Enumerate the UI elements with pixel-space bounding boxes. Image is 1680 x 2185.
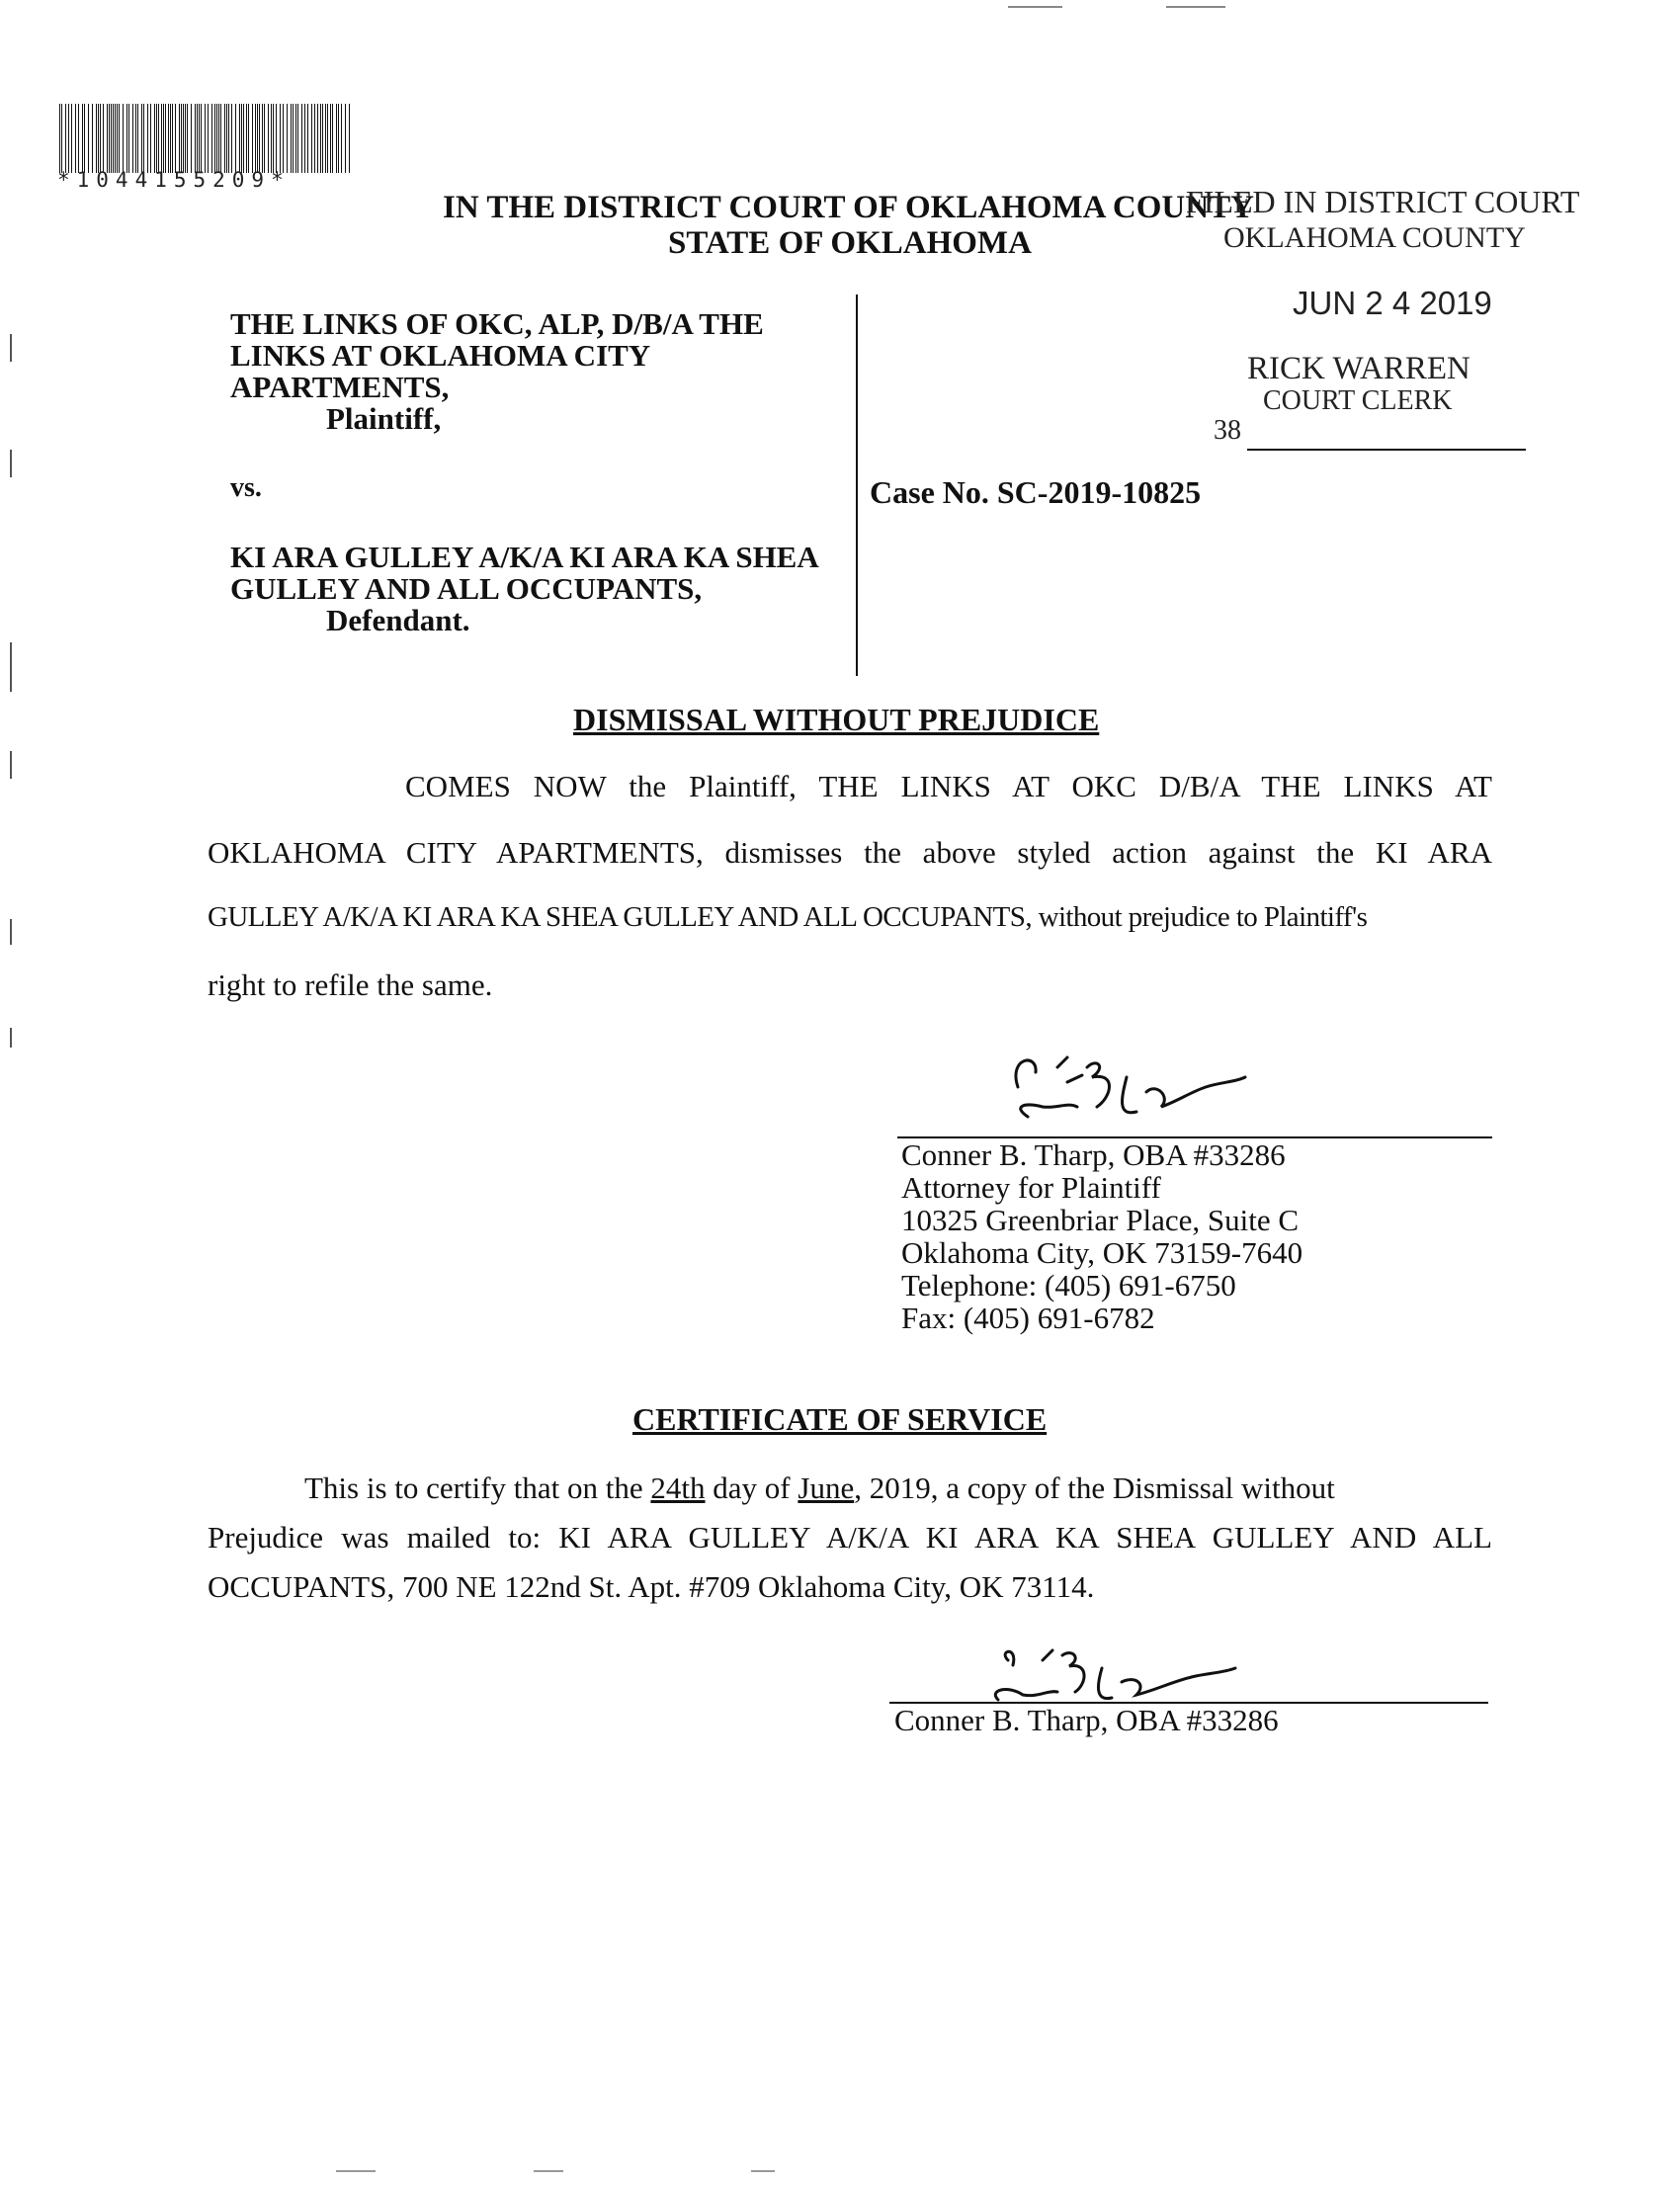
barcode-bar	[161, 104, 162, 173]
scan-mark	[10, 751, 12, 779]
attorney-address1: 10325 Greenbriar Place, Suite C	[901, 1203, 1300, 1237]
filed-stamp-line1: FILED IN DISTRICT COURT	[1186, 184, 1580, 219]
barcode-bar	[246, 104, 247, 173]
barcode-bar	[255, 104, 256, 173]
barcode-bar	[291, 104, 292, 173]
plaintiff-name-line3: APARTMENTS,	[230, 370, 450, 404]
barcode-bar	[137, 104, 138, 173]
attorney-address2: Oklahoma City, OK 73159-7640	[901, 1235, 1303, 1270]
barcode-bar	[226, 104, 227, 173]
barcode-bar	[141, 104, 142, 173]
scan-mark	[336, 2170, 376, 2172]
filed-stamp-line	[1247, 449, 1526, 451]
clerk-title: COURT CLERK	[1263, 385, 1453, 416]
barcode-bar	[128, 104, 129, 173]
attorney-phone: Telephone: (405) 691-6750	[901, 1268, 1236, 1303]
barcode-bar	[68, 104, 69, 173]
barcode-bar	[314, 104, 315, 173]
barcode-bar	[65, 104, 66, 173]
barcode-bar	[172, 104, 173, 173]
barcode-bar	[211, 104, 212, 173]
scan-mark	[1008, 6, 1062, 8]
barcode-bar	[235, 104, 236, 173]
barcode-bar	[295, 104, 296, 173]
barcode-bar	[231, 104, 232, 173]
scan-mark	[10, 919, 12, 945]
barcode-bar	[100, 104, 101, 173]
barcode-bar	[241, 104, 242, 173]
barcode-bar	[252, 104, 253, 173]
barcode-bar	[59, 104, 60, 173]
barcode-bar	[341, 104, 342, 173]
barcode-bar	[228, 104, 229, 173]
barcode-bar	[320, 104, 321, 173]
barcode-bar	[224, 104, 225, 173]
barcode-bar	[243, 104, 244, 173]
barcode-bar	[111, 104, 112, 173]
scan-mark	[1166, 6, 1225, 8]
barcode-bar	[71, 104, 72, 173]
barcode-bar	[179, 104, 180, 173]
attorney-signature	[998, 1048, 1295, 1136]
scan-mark	[751, 2170, 775, 2172]
plaintiff-name-line1: THE LINKS OF OKC, ALP, D/B/A THE	[230, 306, 764, 341]
barcode-bar	[92, 104, 93, 173]
defendant-name-line1: KI ARA GULLEY A/K/A KI ARA KA SHEA	[230, 540, 819, 574]
barcode-bar	[208, 104, 209, 173]
barcode-bar	[259, 104, 260, 173]
dismissal-line3: GULLEY A/K/A KI ARA KA SHEA GULLEY AND ALL OCCUPANTS, without prejudice to Plaintiff's	[208, 901, 1368, 933]
caption-divider	[856, 294, 858, 676]
plaintiff-name-line2: LINKS AT OKLAHOMA CITY	[230, 338, 651, 373]
barcode-bar	[170, 104, 171, 173]
attorney-fax: Fax: (405) 691-6782	[901, 1301, 1155, 1335]
barcode-bar	[107, 104, 108, 173]
barcode-bar	[325, 104, 326, 173]
court-state: STATE OF OKLAHOMA	[668, 225, 1032, 261]
barcode-bar	[75, 104, 76, 173]
barcode-bar	[123, 104, 124, 173]
barcode-bar	[158, 104, 159, 173]
barcode-bar	[84, 104, 85, 173]
court-name: IN THE DISTRICT COURT OF OKLAHOMA COUNTY	[443, 190, 1254, 225]
barcode-bar	[271, 104, 272, 173]
barcode-bar	[199, 104, 200, 173]
barcode-bar	[301, 104, 302, 173]
versus-label: vs.	[230, 472, 262, 503]
barcode-bar	[264, 104, 265, 173]
filed-stamp-date: JUN 2 4 2019	[1293, 285, 1492, 321]
plaintiff-role: Plaintiff,	[326, 401, 442, 436]
barcode-bar	[220, 104, 221, 173]
barcode-bar	[156, 104, 157, 173]
barcode-bar	[307, 104, 308, 173]
barcode-bar	[117, 104, 118, 173]
barcode-bar	[126, 104, 127, 173]
barcode-bar	[181, 104, 182, 173]
certificate-line3: OCCUPANTS, 700 NE 122nd St. Apt. #709 Oklahoma City, OK 73114.	[208, 1569, 1095, 1604]
barcode-bar	[205, 104, 206, 173]
barcode-bar	[96, 104, 97, 173]
barcode-bar	[191, 104, 192, 173]
scan-mark	[10, 1028, 12, 1048]
barcode-bar	[218, 104, 219, 173]
barcode-bar	[273, 104, 274, 173]
scan-mark	[10, 450, 12, 477]
barcode-bar	[214, 104, 215, 173]
barcode-bar	[195, 104, 196, 173]
certificate-signer: Conner B. Tharp, OBA #33286	[894, 1703, 1279, 1737]
barcode-bar	[349, 104, 350, 173]
barcode-bar	[154, 104, 155, 173]
barcode-bar	[322, 104, 323, 173]
barcode-bar	[297, 104, 298, 173]
certificate-title: CERTIFICATE OF SERVICE	[632, 1401, 1048, 1437]
barcode-bar	[280, 104, 281, 173]
barcode-bar	[185, 104, 186, 173]
barcode-bar	[345, 104, 346, 173]
clerk-name: RICK WARREN	[1247, 351, 1470, 386]
barcode-bar	[98, 104, 99, 173]
barcode-bar	[163, 104, 164, 173]
barcode-bar	[257, 104, 258, 173]
barcode-bar	[109, 104, 110, 173]
barcode-bar	[187, 104, 188, 173]
barcode-bar	[103, 104, 104, 173]
defendant-role: Defendant.	[326, 603, 470, 637]
barcode-image	[57, 104, 354, 173]
barcode-bar	[262, 104, 263, 173]
barcode-bar	[248, 104, 249, 173]
barcode-bar	[113, 104, 114, 173]
barcode-bar	[287, 104, 288, 173]
dismissal-line4: right to refile the same.	[208, 967, 493, 1002]
barcode-bar	[88, 104, 89, 173]
barcode-bar	[317, 104, 318, 173]
barcode-bar	[115, 104, 116, 173]
barcode-bar	[165, 104, 166, 173]
barcode-bar	[183, 104, 184, 173]
scan-mark	[10, 334, 12, 362]
dismissal-line2: OKLAHOMA CITY APARTMENTS, dismisses the above styled action against the KI ARA	[208, 835, 1492, 870]
barcode-bar	[135, 104, 136, 173]
barcode-bar	[143, 104, 144, 173]
attorney-role: Attorney for Plaintiff	[901, 1170, 1161, 1205]
barcode-bar	[304, 104, 305, 173]
defendant-name-line2: GULLEY AND ALL OCCUPANTS,	[230, 571, 703, 606]
barcode-bar	[330, 104, 331, 173]
barcode-bar	[336, 104, 337, 173]
barcode-bar	[216, 104, 217, 173]
barcode-bar	[268, 104, 269, 173]
barcode-bar	[175, 104, 176, 173]
attorney-name: Conner B. Tharp, OBA #33286	[901, 1137, 1286, 1172]
filed-stamp-line2: OKLAHOMA COUNTY	[1223, 221, 1526, 254]
barcode-bar	[311, 104, 312, 173]
barcode-bar	[147, 104, 148, 173]
barcode-bar	[78, 104, 79, 173]
barcode-bar	[327, 104, 328, 173]
barcode-bar	[61, 104, 62, 173]
filed-stamp-number: 38	[1214, 415, 1241, 446]
barcode-bar	[132, 104, 133, 173]
barcode-bar	[82, 104, 83, 173]
barcode-bar	[283, 104, 284, 173]
barcode-bar	[150, 104, 151, 173]
barcode-bar	[119, 104, 120, 173]
barcode-bar	[293, 104, 294, 173]
barcode-bar	[168, 104, 169, 173]
barcode-bar	[197, 104, 198, 173]
certificate-line1: This is to certify that on the 24th day of June, 2019, a copy of the Dismissal without	[304, 1471, 1335, 1505]
barcode-bar	[239, 104, 240, 173]
dismissal-title: DISMISSAL WITHOUT PREJUDICE	[573, 702, 1100, 737]
scan-mark	[534, 2170, 563, 2172]
barcode-bar	[332, 104, 333, 173]
barcode-bar	[276, 104, 277, 173]
scan-mark	[10, 642, 12, 692]
barcode-bar	[338, 104, 339, 173]
barcode-number: *1044155209*	[57, 168, 291, 192]
case-number: Case No. SC-2019-10825	[870, 474, 1202, 510]
barcode-bar	[201, 104, 202, 173]
certificate-line2: Prejudice was mailed to: KI ARA GULLEY A/K/A KI ARA KA SHEA GULLEY AND ALL	[208, 1520, 1492, 1555]
dismissal-line1: COMES NOW the Plaintiff, THE LINKS AT OKC D/B/A THE LINKS AT	[405, 769, 1492, 803]
